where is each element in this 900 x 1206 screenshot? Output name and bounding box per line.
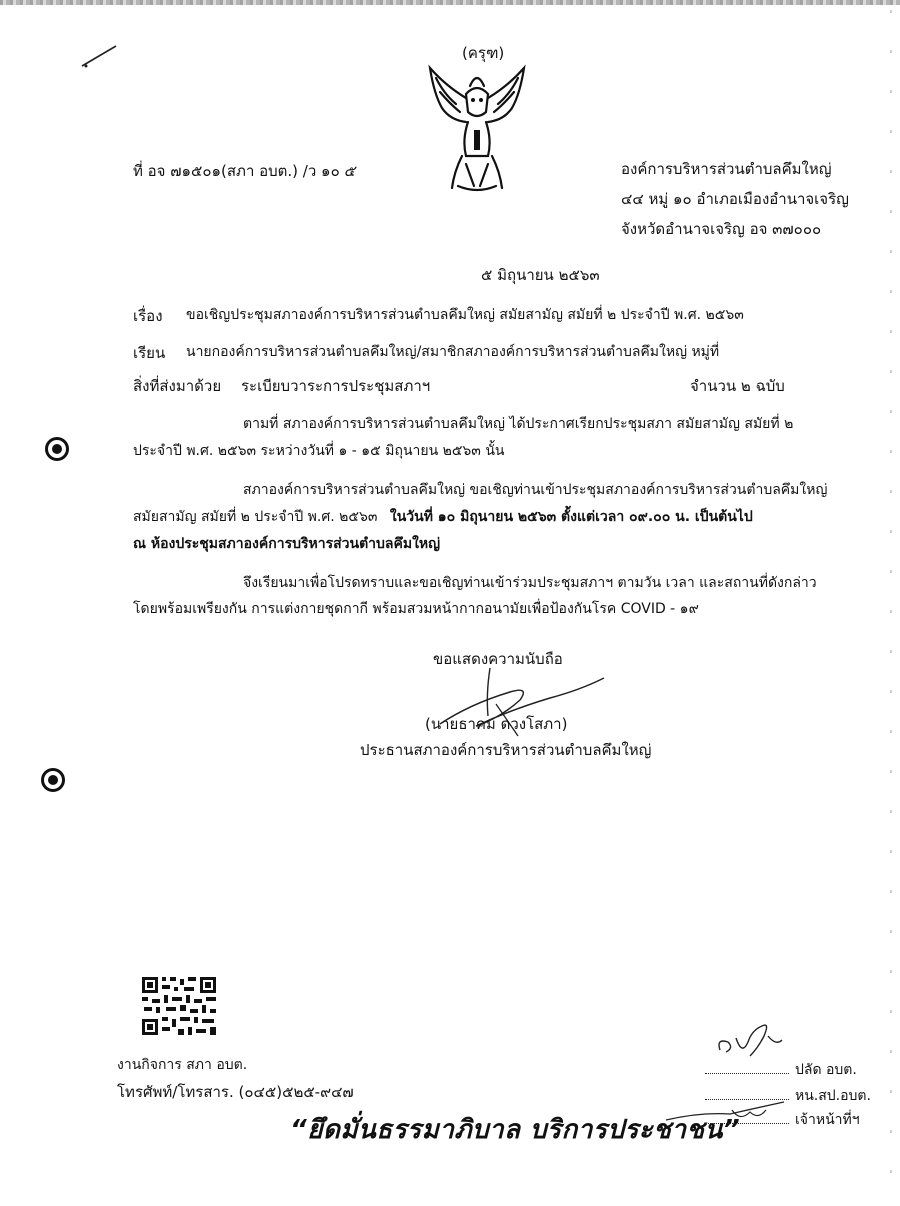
footer-slogan: “ยึดมั่นธรรมาภิบาล บริการประชาชน” bbox=[290, 1115, 741, 1145]
org-address-line2: จังหวัดอำนาจเจริญ อจ ๓๗๐๐๐ bbox=[621, 220, 822, 238]
attachment-label: สิ่งที่ส่งมาด้วย bbox=[133, 377, 222, 395]
punch-hole-lower bbox=[41, 768, 65, 792]
signer-title: ประธานสภาองค์การบริหารส่วนตำบลคึมใหญ่ bbox=[360, 741, 652, 759]
initials-row-2: หน.สป.อบต. bbox=[705, 1088, 871, 1105]
scan-top-edge bbox=[0, 0, 900, 5]
body-p1-line1: ตามที่ สภาองค์การบริหารส่วนตำบลคึมใหญ่ ได้ประกาศเรียกประชุมสภา สมัยสามัญ สมัยที่ ๒ bbox=[243, 416, 794, 432]
letter-date: ๕ มิถุนายน ๒๕๖๓ bbox=[481, 266, 600, 284]
initials-row-3: เจ้าหน้าที่ฯ bbox=[705, 1112, 860, 1129]
body-p2-line3: ณ ห้องประชุมสภาองค์การบริหารส่วนตำบลคึมใหญ่ bbox=[133, 536, 441, 552]
subject-label: เรื่อง bbox=[133, 307, 163, 325]
signer-name: (นายธาคม ดวงโสภา) bbox=[425, 715, 568, 733]
subject-text: ขอเชิญประชุมสภาองค์การบริหารส่วนตำบลคึมใหญ่ สมัยสามัญ สมัยที่ ๒ ประจำปี พ.ศ. ๒๕๖๓ bbox=[186, 307, 744, 323]
closing-salutation: ขอแสดงความนับถือ bbox=[433, 650, 563, 668]
initials-scribble-icon bbox=[660, 1098, 790, 1128]
org-address-line1: ๔๔ หมู่ ๑๐ อำเภอเมืองอำนาจเจริญ bbox=[621, 190, 849, 208]
reference-number: ที่ อจ ๗๑๕๐๑(สภา อบต.) /ว ๑๐ ๕ bbox=[133, 162, 356, 180]
attachment-count: จำนวน ๒ ฉบับ bbox=[690, 377, 785, 395]
footer-department: งานกิจการ สภา อบต. bbox=[117, 1057, 248, 1073]
org-name: องค์การบริหารส่วนตำบลคึมใหญ่ bbox=[621, 160, 832, 178]
qr-code-icon bbox=[140, 975, 218, 1037]
footer-phone: โทรศัพท์/โทรสาร. (๐๔๕)๕๒๕-๙๔๗ bbox=[117, 1083, 354, 1101]
body-p2-line1: สภาองค์การบริหารส่วนตำบลคึมใหญ่ ขอเชิญท่านเข้าประชุมสภาองค์การบริหารส่วนตำบลคึมใหญ่ bbox=[243, 482, 828, 498]
body-p2-line2-bold: ในวันที่ ๑๐ มิถุนายน ๒๕๖๓ ตั้งแต่เวลา ๐๙.๐๐ น. เป็นต้นไป bbox=[389, 509, 753, 525]
recipient-text: นายกองค์การบริหารส่วนตำบลคึมใหญ่/สมาชิกสภาองค์การบริหารส่วนตำบลคึมใหญ่ หมู่ที่ bbox=[186, 344, 720, 360]
ref-handwritten-digit: ๕ bbox=[343, 162, 356, 180]
scan-right-edge bbox=[890, 10, 892, 1200]
punch-hole-upper bbox=[45, 437, 69, 461]
recipient-label: เรียน bbox=[133, 344, 166, 362]
body-p2-line2 bbox=[133, 509, 753, 526]
emblem-label: (ครุฑ) bbox=[462, 44, 505, 62]
attachment-text: ระเบียบวาระการประชุมสภาฯ bbox=[241, 377, 431, 395]
body-p2-line2-normal: สมัยสามัญ สมัยที่ ๒ ประจำปี พ.ศ. ๒๕๖๓ bbox=[133, 509, 378, 525]
pen-mark-icon bbox=[80, 42, 120, 70]
body-p3-line2: โดยพร้อมเพรียงกัน การแต่งกายชุดกากี พร้อมสวมหน้ากากอนามัยเพื่อป้องกันโรค COVID - ๑๙ bbox=[133, 601, 699, 617]
body-p3-line1: จึงเรียนมาเพื่อโปรดทราบและขอเชิญท่านเข้าร่วมประชุมสภาฯ ตามวัน เวลา และสถานที่ดังกล่าว bbox=[243, 575, 817, 591]
body-p1-line2: ประจำปี พ.ศ. ๒๕๖๓ ระหว่างวันที่ ๑ - ๑๕ มิถุนายน ๒๕๖๓ นั้น bbox=[133, 443, 505, 459]
garuda-emblem-icon bbox=[422, 64, 532, 194]
initials-row-1: ปลัด อบต. bbox=[705, 1062, 857, 1079]
initials-handwriting bbox=[712, 1012, 792, 1062]
